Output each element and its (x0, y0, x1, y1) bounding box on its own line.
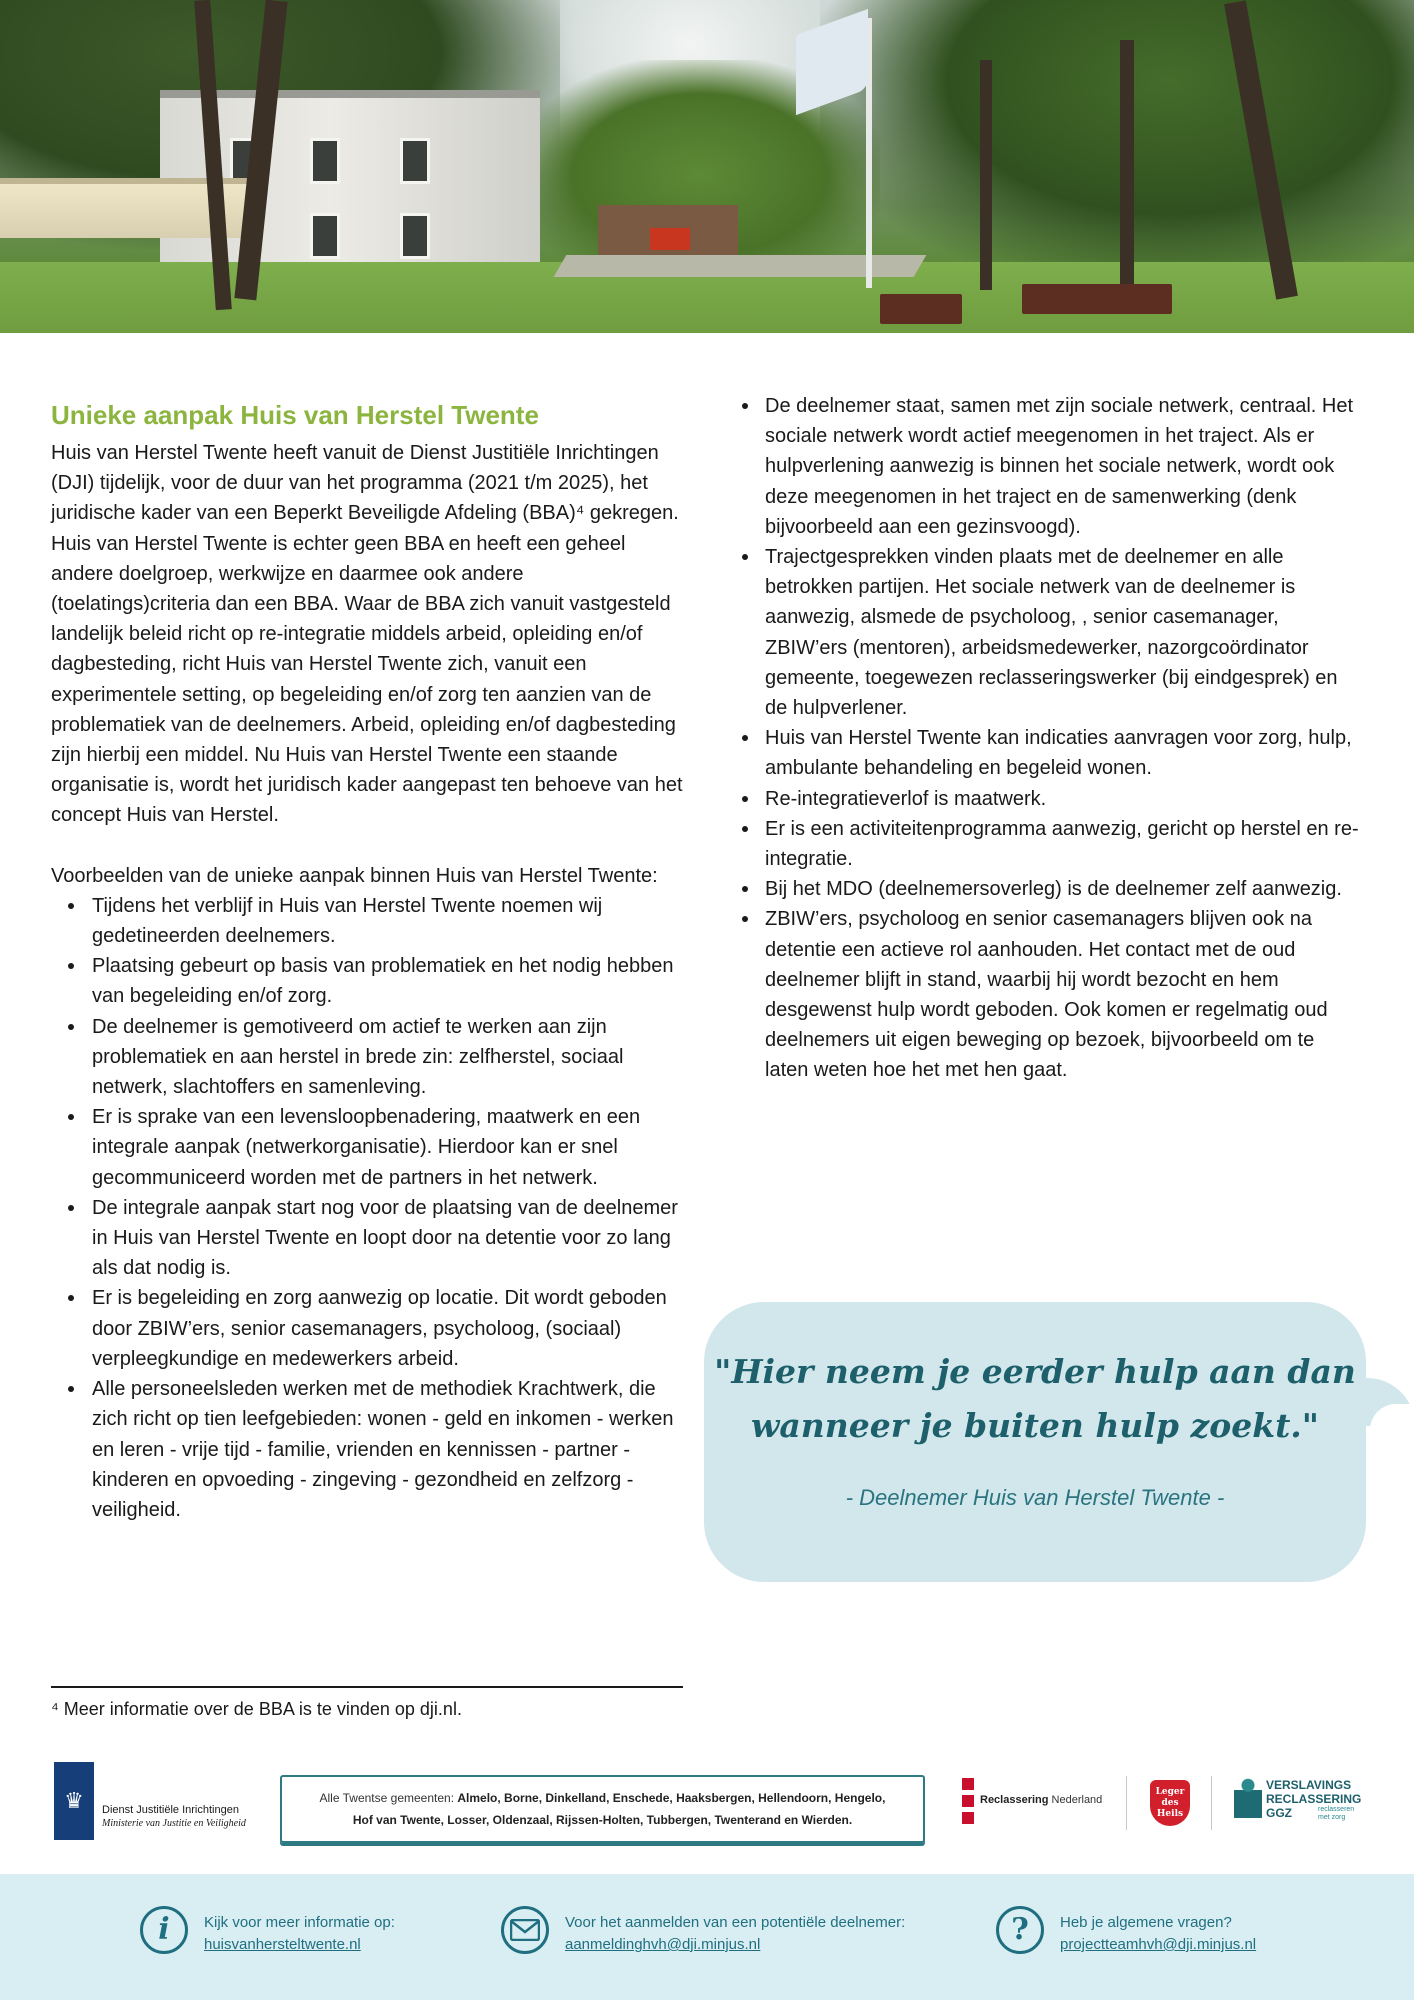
envelope-icon (501, 1906, 549, 1954)
verslavingsreclassering-ggz-logo: VERSLAVINGS RECLASSERING GGZ reclasseren met zorg (1234, 1776, 1354, 1832)
figure-icon (1234, 1778, 1262, 1830)
aanmelden-caption: Voor het aanmelden van een potentiële deelnemer: (565, 1914, 906, 1931)
footnote: ⁴ Meer informatie over de BBA is te vinden op dji.nl. (51, 1699, 462, 1719)
gemeenten-box: Alle Twentse gemeenten: Almelo, Borne, Dinkelland, Enschede, Haaksbergen, Hellendoorn, Hengelo, Hof van Twente, Losser, Oldenzaal, Rijssen-Holten, Tubbergen, Twenterand en Wierden. (280, 1775, 925, 1843)
dji-logo: ♛ Dienst Justitiële Inrichtingen Ministerie van Justitie en Veiligheid (54, 1762, 248, 1840)
left-bullet-list (51, 891, 686, 1525)
quote-line-2: wanneer je buiten hulp zoekt." (750, 1406, 1319, 1445)
crest-icon: ♛ (64, 1788, 84, 1813)
section-heading: Unieke aanpak Huis van Herstel Twente (51, 400, 539, 430)
reclassering-nederland-logo: Reclassering Nederland (962, 1778, 1112, 1830)
list-item: Huis van Herstel Twente kan indicaties aanvragen voor zorg, hulp, ambulante behandeling en begeleid wonen. (740, 723, 1360, 783)
list-item: Trajectgesprekken vinden plaats met de deelnemer en alle betrokken partijen. Het sociale netwerk van de deelnemer is aanwezig, alsmede de psycholoog, , senior casemanager, ZBIW’ers (mentoren), arbeidsmedewerker, nazorgcoördinator gemeente, toegewezen reclasseringswerker (bij eindgesprek) en de hulpverlener. (740, 542, 1360, 723)
info-icon: i (140, 1906, 188, 1954)
info-caption: Kijk voor meer informatie op: (204, 1914, 395, 1931)
list-item: Bij het MDO (deelnemersoverleg) is de deelnemer zelf aanwezig. (740, 874, 1360, 904)
quote-text (704, 1345, 1366, 1453)
questions-email-link[interactable]: projectteamhvh@dji.minjus.nl (1060, 1936, 1257, 1953)
list-item: Plaatsing gebeurt op basis van problematiek en het nodig hebben van begeleiding en/of zorg. (51, 951, 686, 1011)
list-item: ZBIW’ers, psycholoog en senior casemanagers blijven ook na detentie een actieve rol aanhouden. Het contact met de oud deelnemer blijft in stand, waarbij hij wordt bezocht en hem desgewenst hulp wordt geboden. Ook komen er regelmatig oud deelnemers uit eigen beweging op bezoek, bijvoorbeeld om te laten weten hoe het met hen gaat. (740, 904, 1360, 1085)
list-item: Er is begeleiding en zorg aanwezig op locatie. Dit wordt geboden door ZBIW’ers, senior casemanagers, psycholoog, (sociaal) verpleegkundige en medewerkers arbeid. (51, 1283, 686, 1374)
list-item: Er is sprake van een levensloopbenadering, maatwerk en een integrale aanpak (netwerkorganisatie). Hierdoor kan er snel gecommuniceerd worden met de partners in het netwerk. (51, 1102, 686, 1193)
right-column (740, 391, 1360, 1086)
footnote-divider (51, 1686, 683, 1688)
left-column (51, 438, 686, 1525)
aanmelden-email-link[interactable]: aanmeldinghvh@dji.minjus.nl (565, 1936, 761, 1953)
list-item: De deelnemer is gemotiveerd om actief te werken aan zijn problematiek en aan herstel in brede zin: zelfherstel, sociaal netwerk, slachtoffers en samenleving. (51, 1012, 686, 1103)
quote-source: - Deelnemer Huis van Herstel Twente - (845, 1485, 1225, 1510)
examples-lead: Voorbeelden van de unieke aanpak binnen Huis van Herstel Twente: (51, 864, 658, 887)
list-item: Alle personeelsleden werken met de methodiek Krachtwerk, die zich richt op tien leefgebieden: wonen - geld en inkomen - werken en leren - vrije tijd - familie, vrienden en kennissen - partner - kinderen en opvoeding - zingeving - gezondheid en zelfzorg - veiligheid. (51, 1374, 686, 1525)
leger-des-heils-logo: Leger des Heils (1150, 1780, 1190, 1826)
intro-paragraph: Huis van Herstel Twente heeft vanuit de Dienst Justitiële Inrichtingen (DJI) tijdelijk, voor de duur van het programma (2021 t/m 2025), het juridische kader van een Beperkt Beveiligde Afdeling (BBA)⁴ gekregen. Huis van Herstel Twente is echter geen BBA en heeft een geheel andere doelgroep, werkwijze en daarmee ook andere (toelatings)criteria dan een BBA. Waar de BBA zich vanuit vastgesteld landelijk beleid richt op re-integratie middels arbeid, opleiding en/of dagbesteding, richt Huis van Herstel Twente zich, vanuit een experimentele setting, op begeleiding en/of zorg ten aanzien van de problematiek van de deelnemers. Arbeid, opleiding en/of dagbesteding zijn hierbij een middel. Nu Huis van Herstel Twente een staande organisatie is, wordt het juridisch kader aangepast ten behoeve van het concept Huis van Herstel. (51, 442, 683, 827)
list-item: Er is een activiteitenprogramma aanwezig, gericht op herstel en re-integratie. (740, 814, 1360, 874)
list-item: Re-integratieverlof is maatwerk. (740, 784, 1360, 814)
questions-caption: Heb je algemene vragen? (1060, 1914, 1232, 1931)
right-bullet-list (740, 391, 1360, 1086)
quote-line-1: "Hier neem je eerder hulp aan dan (714, 1352, 1356, 1391)
list-item: De deelnemer staat, samen met zijn sociale netwerk, centraal. Het sociale netwerk wordt actief meegenomen in het traject. Als er hulpverlening aanwezig is binnen het sociale netwerk, wordt ook deze meegenomen in het traject en de samenwerking (denk bijvoorbeeld aan een gezinsvoogd). (740, 391, 1360, 542)
hero-photo (0, 0, 1414, 333)
question-icon: ? (996, 1906, 1044, 1954)
website-link[interactable]: huisvanhersteltwente.nl (204, 1936, 361, 1953)
list-item: De integrale aanpak start nog voor de plaatsing van de deelnemer in Huis van Herstel Twente en loopt door na detentie voor zo lang als dat nodig is. (51, 1193, 686, 1284)
list-item: Tijdens het verblijf in Huis van Herstel Twente noemen wij gedetineerden deelnemers. (51, 891, 686, 951)
